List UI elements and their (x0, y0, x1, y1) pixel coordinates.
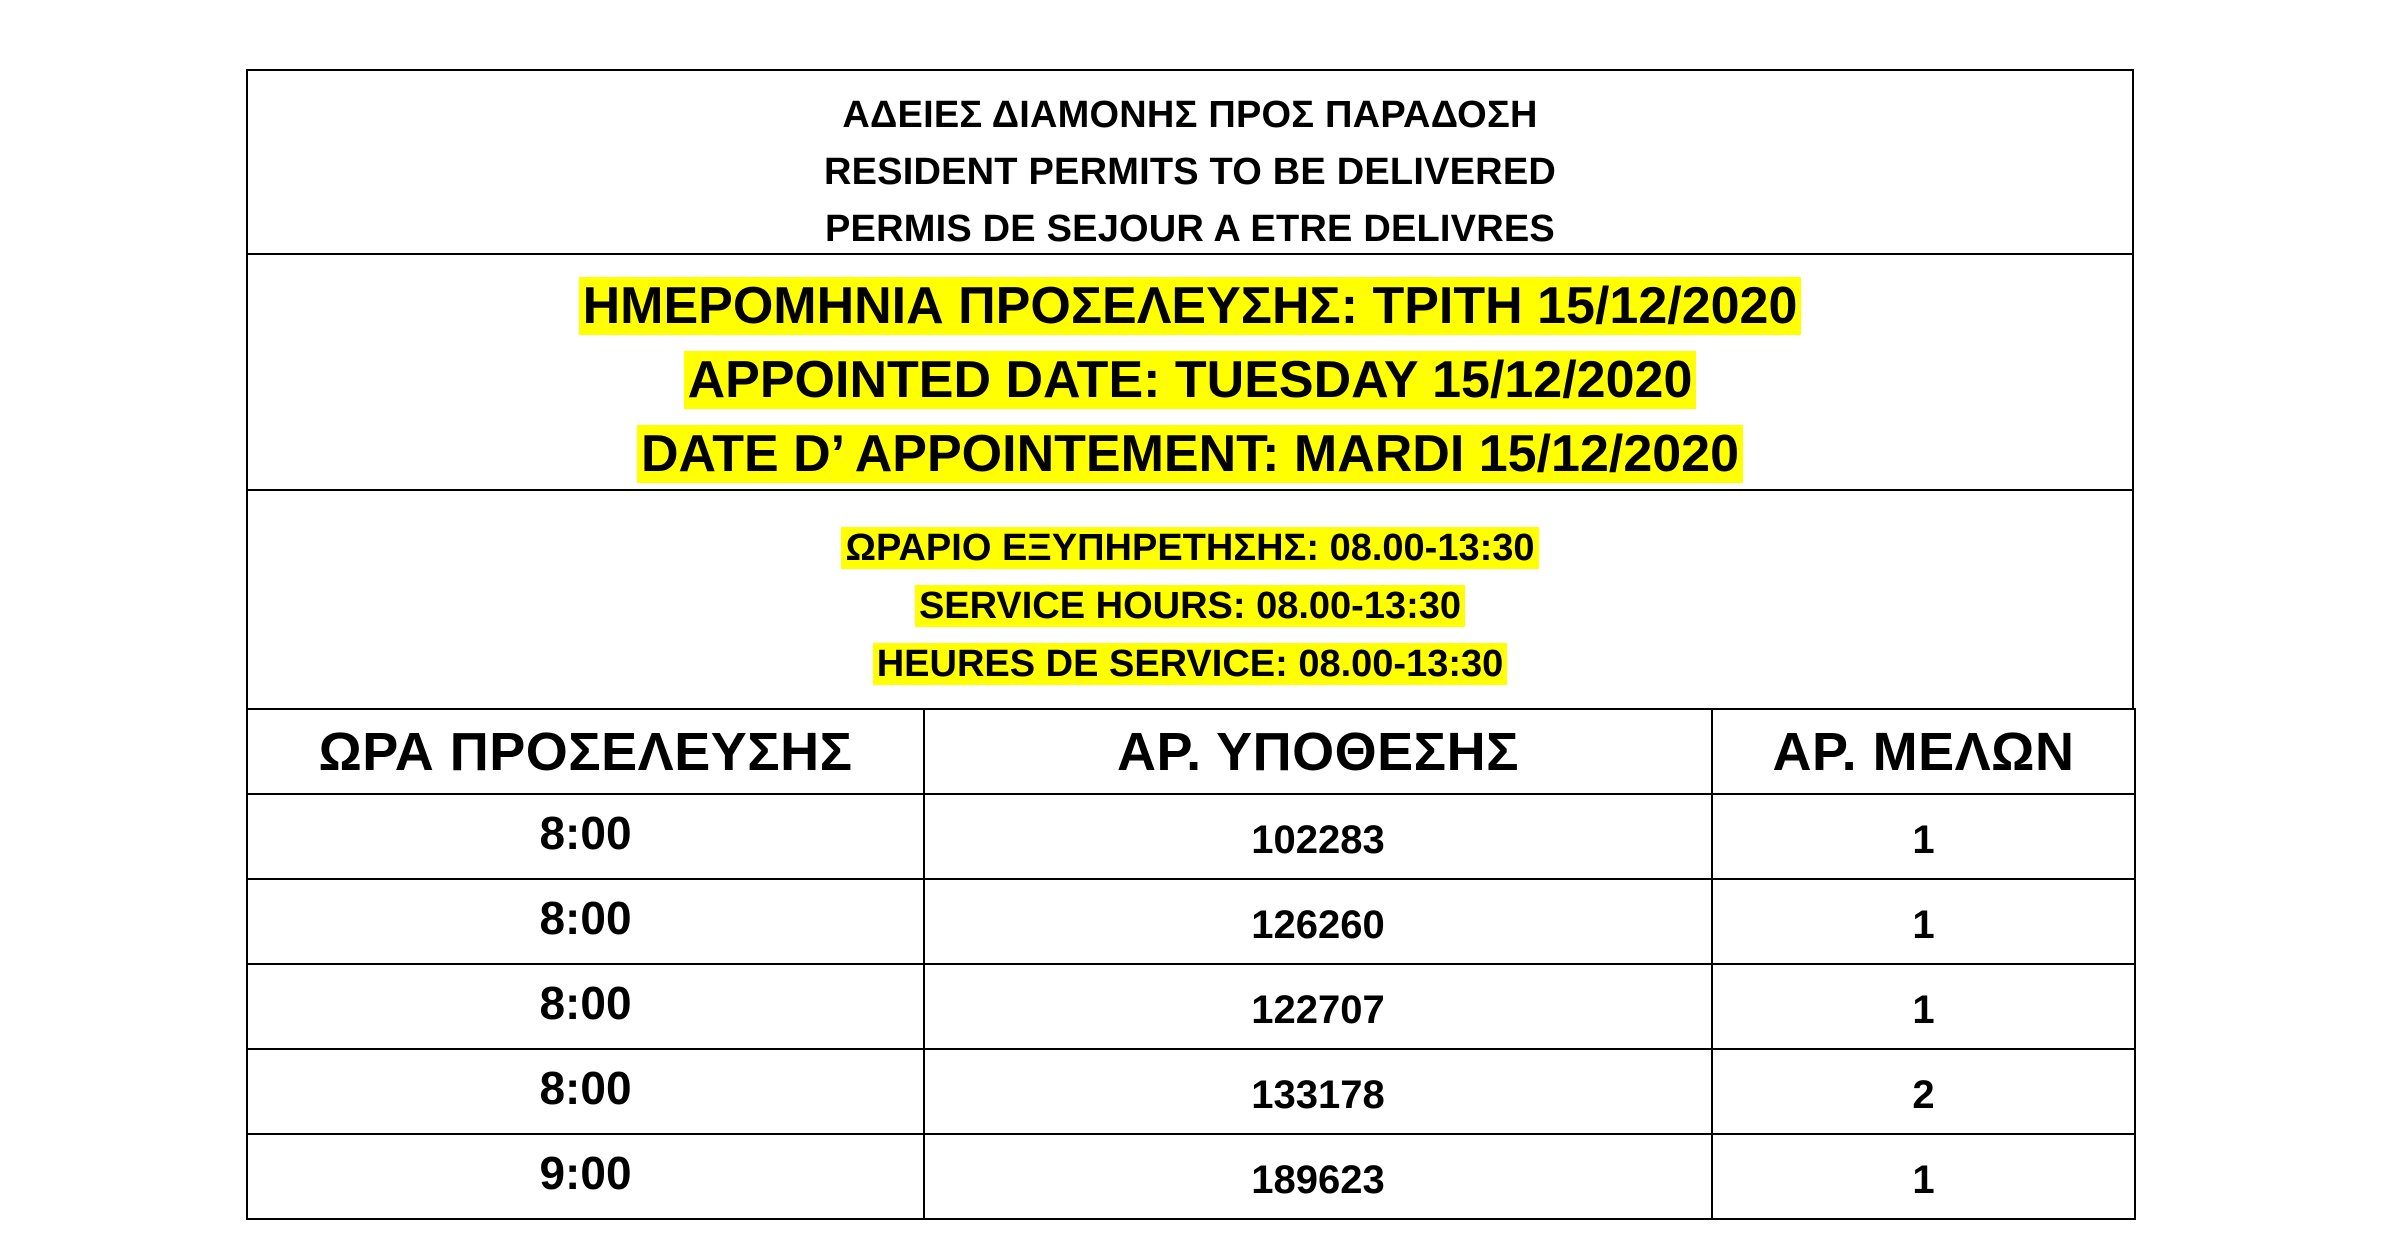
appointment-date-greek: ΗΜΕΡΟΜΗΝΙΑ ΠΡΟΣΕΛΕΥΣΗΣ: ΤΡΙΤΗ 15/12/2020 (579, 277, 1802, 335)
row-members: 1 (1712, 1134, 2135, 1219)
table-row (247, 794, 2135, 879)
appointment-date-english-row (248, 343, 2132, 417)
row-case-number: 133178 (924, 1049, 1712, 1134)
service-hours-block (246, 489, 2134, 708)
table-row (247, 1134, 2135, 1219)
appointments-table (246, 708, 2136, 1220)
service-hours-english-row (248, 577, 2132, 635)
row-case-number: 126260 (924, 879, 1712, 964)
service-hours-greek: ΩΡΑΡΙΟ ΕΞΥΠΗΡΕΤΗΣΗΣ: 08.00-13:30 (841, 527, 1538, 569)
appointment-date-greek-row (248, 269, 2132, 343)
row-members: 1 (1712, 794, 2135, 879)
row-time: 9:00 (247, 1134, 924, 1219)
header-member-count: ΑΡ. ΜΕΛΩΝ (1712, 709, 2135, 794)
table-row (247, 879, 2135, 964)
header-case-number: ΑΡ. ΥΠΟΘΕΣΗΣ (924, 709, 1712, 794)
appointment-date-block (246, 253, 2134, 489)
service-hours-english: SERVICE HOURS: 08.00-13:30 (915, 585, 1465, 627)
row-case-number: 102283 (924, 794, 1712, 879)
service-hours-greek-row (248, 519, 2132, 577)
service-hours-french: HEURES DE SERVICE: 08.00-13:30 (873, 643, 1508, 685)
row-case-number: 122707 (924, 964, 1712, 1049)
row-case-number: 189623 (924, 1134, 1712, 1219)
appointment-date-french: DATE D’ APPOINTEMENT: MARDI 15/12/2020 (637, 425, 1743, 483)
appointment-date-english: APPOINTED DATE: TUESDAY 15/12/2020 (684, 351, 1697, 409)
row-members: 1 (1712, 964, 2135, 1049)
document-title-block (246, 69, 2134, 253)
table-row (247, 1049, 2135, 1134)
row-time: 8:00 (247, 964, 924, 1049)
row-members: 1 (1712, 879, 2135, 964)
appointment-date-french-row (248, 417, 2132, 491)
row-time: 8:00 (247, 1049, 924, 1134)
table-row (247, 964, 2135, 1049)
row-time: 8:00 (247, 879, 924, 964)
row-members: 2 (1712, 1049, 2135, 1134)
service-hours-french-row (248, 635, 2132, 693)
permits-document (246, 69, 2134, 1220)
header-arrival-time: ΩΡΑ ΠΡΟΣΕΛΕΥΣΗΣ (247, 709, 924, 794)
title-greek: ΑΔΕΙΕΣ ΔΙΑΜΟΝΗΣ ΠΡΟΣ ΠΑΡΑΔΟΣΗ (842, 94, 1538, 136)
title-french: PERMIS DE SEJOUR A ETRE DELIVRES (825, 208, 1555, 250)
table-header-row (247, 709, 2135, 794)
row-time: 8:00 (247, 794, 924, 879)
title-english: RESIDENT PERMITS TO BE DELIVERED (823, 151, 1557, 193)
